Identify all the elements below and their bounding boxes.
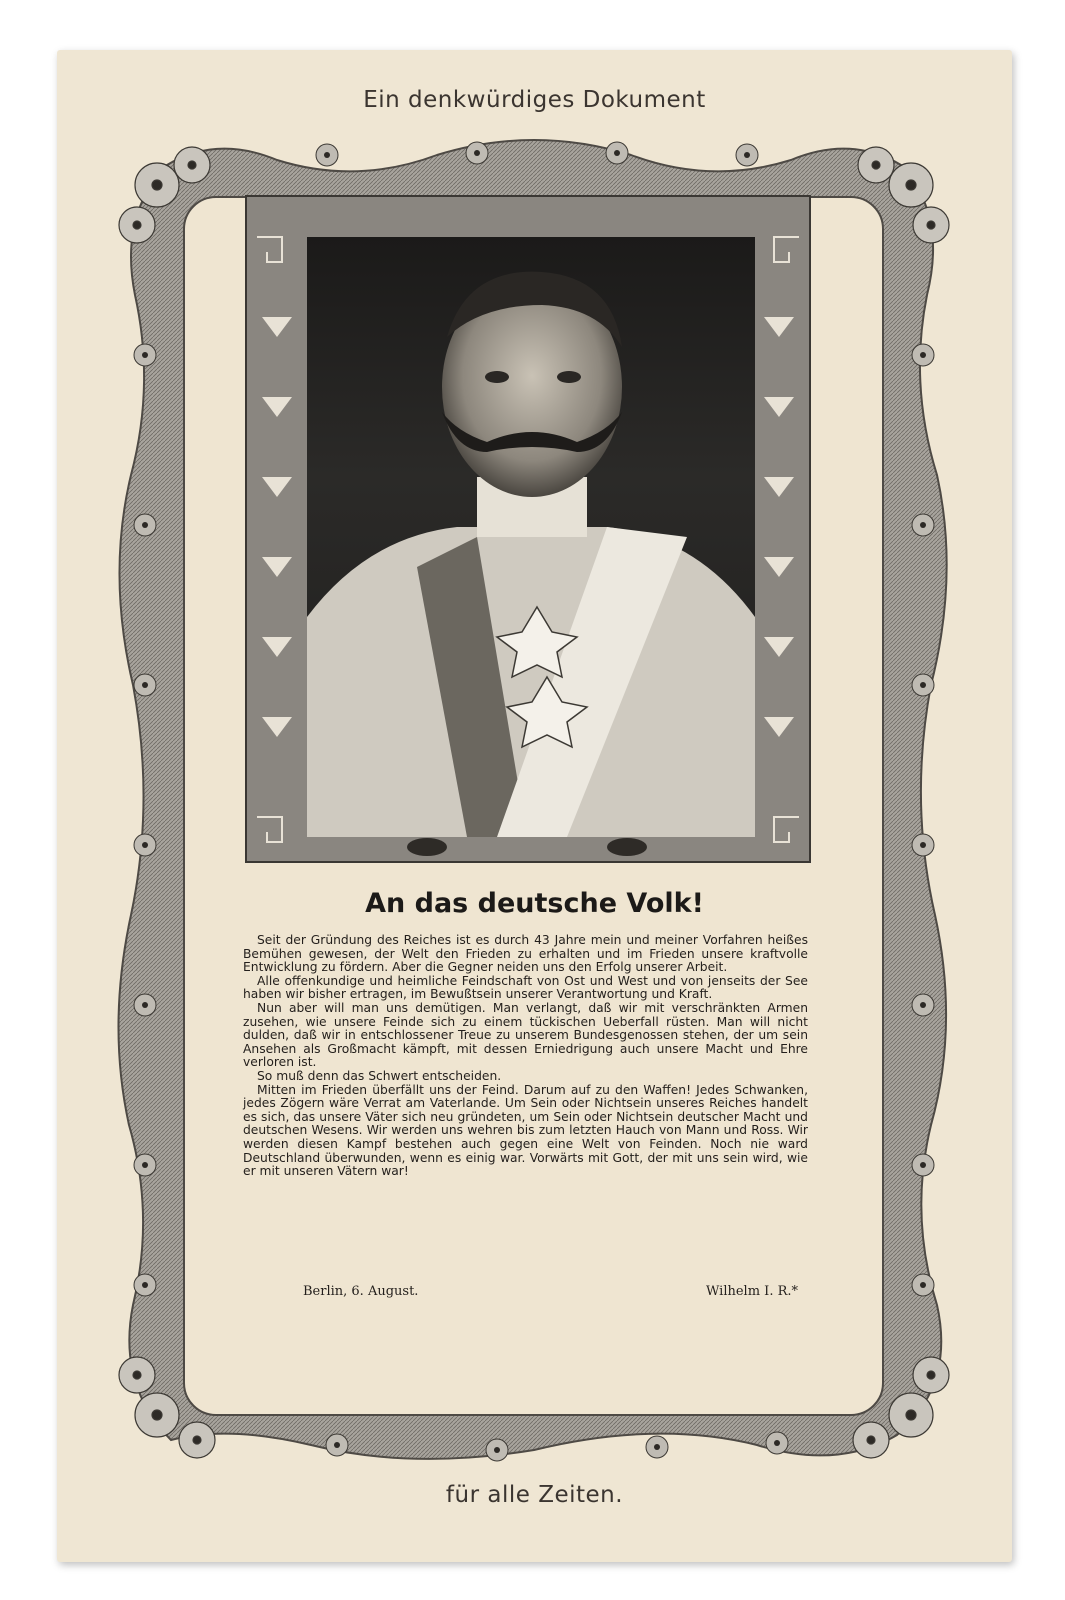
place-and-date: Berlin, 6. August. (303, 1284, 419, 1299)
portrait-photo (307, 237, 755, 837)
proclamation-paragraph: Mitten im Frieden überfällt uns der Feind. Darum auf zu den Waffen! Jedes Schwanken, jedes Zögern wäre Verrat am Vaterlande. Um Sein oder Nichtsein unseres Reiches handelt es sich, das unsere Väter sich neu gründeten, um Sein oder Nichtsein deutscher Macht und deutschen Wesens. Wir werden uns wehren bis zum letzten Hauch von Mann und Ross. Wir werden diesen Kampf bestehen auch gegen eine Welt von Feinden. Noch nie ward Deutschland überwunden, wenn es einig war. Vorwärts mit Gott, der mit uns sein wird, wie er mit unseren Vätern war! (243, 1082, 808, 1179)
card-footer-text: für alle Zeiten. (445, 1482, 624, 1508)
proclamation-paragraph: Seit der Gründung des Reiches ist es durch 43 Jahre mein und meiner Vorfahren heißes Bemühen gewesen, der Welt den Frieden zu erhalten und im Frieden unsere kraftvolle Entwicklung zu fördern. Aber die Gegner neiden uns den Erfolg unserer Arbeit. (243, 933, 808, 975)
signature: Wilhelm I. R.* (706, 1284, 798, 1299)
proclamation-headline: An das deutsche Volk! (365, 888, 704, 919)
proclamation-paragraph: So muß denn das Schwert entscheiden. (257, 1068, 502, 1083)
card-header-text: Ein denkwürdiges Dokument (363, 87, 706, 113)
postcard (57, 50, 1012, 1562)
portrait-figure (307, 237, 755, 837)
proclamation-text (243, 934, 808, 1179)
proclamation-paragraph: Nun aber will man uns demütigen. Man verlangt, daß wir mit verschränkten Armen zusehen, wie unsere Feinde sich zu einem tückischen Ueberfall rüsten. Man will nicht dulden, daß wir in entschlossener Treue zu unserem Bundesgenossen stehen, der um sein Ansehen als Großmacht kämpft, mit dessen Erniedrigung auch unsere Macht und Ehre verloren ist. (243, 1000, 808, 1070)
proclamation-paragraph: Alle offenkundige und heimliche Feindschaft von Ost und West und von jenseits der See haben wir bisher ertragen, im Bewußtsein unserer Verantwortung und Kraft. (243, 973, 808, 1002)
portrait-decorative-frame (245, 195, 811, 863)
